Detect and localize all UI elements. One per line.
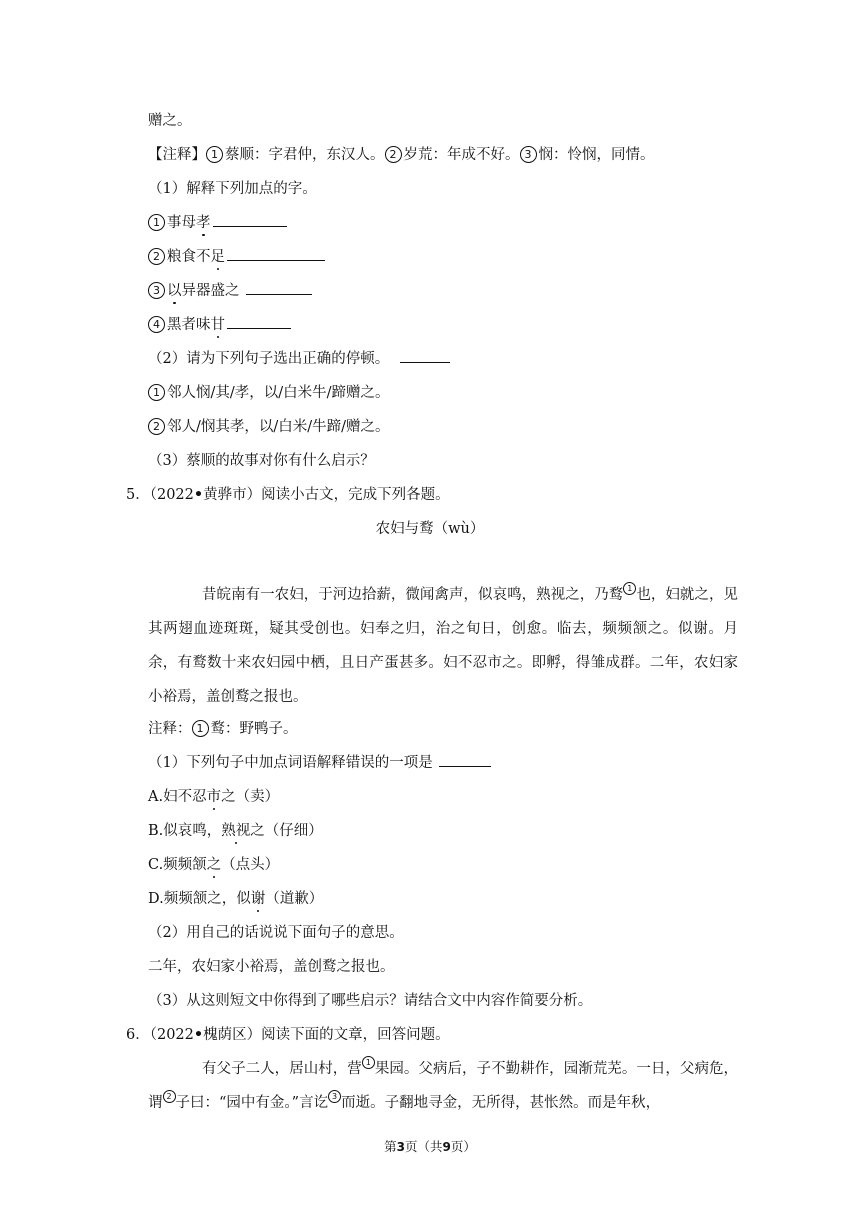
dotted-char: 熟视 [221, 823, 251, 839]
dotted-char: 市 [206, 789, 222, 805]
circled-number: 4 [148, 316, 165, 333]
item-text: 事母 [167, 215, 196, 231]
sec5-question-3: （3）从这则短文中你得到了哪些启示？请结合文中内容作简要分析。 [148, 993, 593, 1009]
passage-text: 而逝。子翻地寻金，无所得，甚怅然。而是年秋， [341, 1095, 661, 1111]
sec5-question-2: （2）用自己的话说说下面句子的意思。 [148, 925, 404, 941]
dotted-char: 孝 [196, 215, 211, 231]
item-2 [148, 246, 325, 268]
item-text: 粮食不 [167, 249, 211, 265]
footnote-marker: 3 [328, 1090, 341, 1103]
note-3: 悯：怜悯，同情。 [538, 147, 655, 163]
option-1 [148, 382, 390, 404]
option-2 [148, 416, 390, 438]
question-1: （1）解释下列加点的字。 [148, 181, 317, 197]
passage-text: 有父子二人，居山村，营 [202, 1061, 362, 1077]
circled-number: 1 [148, 384, 165, 401]
passage-paragraph [148, 578, 738, 714]
section-5-header [126, 484, 450, 506]
option-d [148, 888, 323, 910]
option-c [148, 854, 279, 876]
circled-number: 2 [385, 146, 402, 163]
note-text: 鹜：野鸭子。 [210, 721, 298, 737]
footnote-marker: 1 [623, 582, 636, 595]
circled-number: 3 [148, 282, 165, 299]
option-text: 邻人悯/其/孝，以/白米牛/蹄赠之。 [167, 385, 390, 401]
item-3 [148, 280, 312, 302]
passage-title: 农妇与鹜（wù） [375, 521, 485, 537]
circled-number: 2 [148, 248, 165, 265]
item-text: 异器盛之 [181, 283, 240, 299]
option-text: A.妇不忍 [148, 789, 207, 805]
dotted-char: 谢 [250, 891, 266, 907]
question-text: （2）请为下列句子选出正确的停顿。 [148, 351, 390, 367]
option-a [148, 786, 279, 808]
answer-blank[interactable] [227, 314, 291, 329]
page-footer [0, 1137, 860, 1155]
answer-blank[interactable] [227, 246, 325, 261]
option-text: B.似哀鸣， [148, 823, 222, 839]
footnote-marker: 1 [362, 1056, 375, 1069]
dotted-char: 以 [167, 283, 182, 299]
note-label: 注释： [148, 721, 192, 737]
question-number: 5．（2022 [126, 487, 194, 503]
sec5-question-2-sentence: 二年，农妇家小裕焉，盖创鹜之报也。 [148, 959, 395, 975]
circled-number: 1 [148, 214, 165, 231]
dotted-char: 足 [210, 249, 225, 265]
circled-number: 3 [520, 146, 537, 163]
item-4 [148, 314, 291, 336]
passage-text: 果园。父病后，子不勤耕作，园渐荒芜。一日，父病危，谓 [148, 1061, 739, 1111]
footer-text: 第 [384, 1139, 397, 1154]
question-3: （3）蔡顺的故事对你有什么启示？ [148, 453, 375, 469]
option-text: D.频频颔之，似 [148, 891, 251, 907]
note-2: 岁荒：年成不好。 [403, 147, 520, 163]
option-text: 邻人/悯其孝，以/白米/牛蹄/赠之。 [167, 419, 390, 435]
page-total: 9 [442, 1140, 451, 1154]
passage-text: 昔皖南有一农妇，于河边拾薪，微闻禽声，似哀鸣，熟视之，乃鹜 [202, 587, 624, 603]
option-text: 之（卖） [221, 789, 280, 805]
circled-number: 1 [206, 146, 223, 163]
bullet: • [193, 487, 204, 503]
item-text: 黑者味 [167, 317, 211, 333]
question-2 [148, 348, 450, 370]
note-1: 蔡顺：字君仲，东汉人。 [225, 147, 385, 163]
note-prefix: 【注释】 [148, 147, 206, 163]
passage-paragraph [148, 1052, 738, 1120]
question-source: 黄骅市）阅读小古文，完成下列各题。 [203, 487, 450, 503]
dotted-char: 甘 [210, 317, 225, 333]
question-text: （1）下列句子中加点词语解释错误的一项是 [148, 755, 433, 771]
question-number: 6．（2022 [126, 1027, 194, 1043]
sec5-question-1 [148, 752, 491, 774]
answer-blank[interactable] [213, 212, 287, 227]
circled-number: 1 [192, 720, 209, 737]
option-text: （点头） [221, 857, 280, 873]
option-b [148, 820, 323, 842]
answer-blank[interactable] [246, 280, 312, 295]
dotted-char: 之 [206, 857, 222, 873]
option-text: 之（仔细） [250, 823, 323, 839]
item-1 [148, 212, 287, 234]
page-number: 3 [396, 1140, 405, 1154]
bullet: • [193, 1027, 204, 1043]
footer-text: 页（共 [404, 1139, 443, 1154]
footnote-marker: 2 [163, 1090, 176, 1103]
option-text: C.频频颔 [148, 857, 207, 873]
passage-text: 也，妇就之，见其两翅血迹斑斑，疑其受创也。妇奉之归，治之旬日，创愈。临去，频频颔之。似谢。月余，有鹜数十来农妇园中栖，且日产蛋甚多。妇不忍市之。即孵，得雏成群。二年，农妇家小裕焉，盖创鹜之报也。 [148, 587, 739, 705]
circled-number: 2 [148, 418, 165, 435]
answer-blank[interactable] [400, 348, 450, 363]
question-source: 槐荫区）阅读下面的文章，回答问题。 [203, 1027, 450, 1043]
passage-note [148, 718, 298, 740]
text-line: 赠之。 [148, 113, 192, 129]
answer-blank[interactable] [439, 752, 491, 767]
footer-text: 页） [450, 1139, 476, 1154]
option-text: （道歉） [265, 891, 324, 907]
passage-text: 子曰：“园中有金。”言讫 [175, 1095, 329, 1111]
notes-line [148, 144, 655, 166]
section-6-header [126, 1024, 450, 1046]
